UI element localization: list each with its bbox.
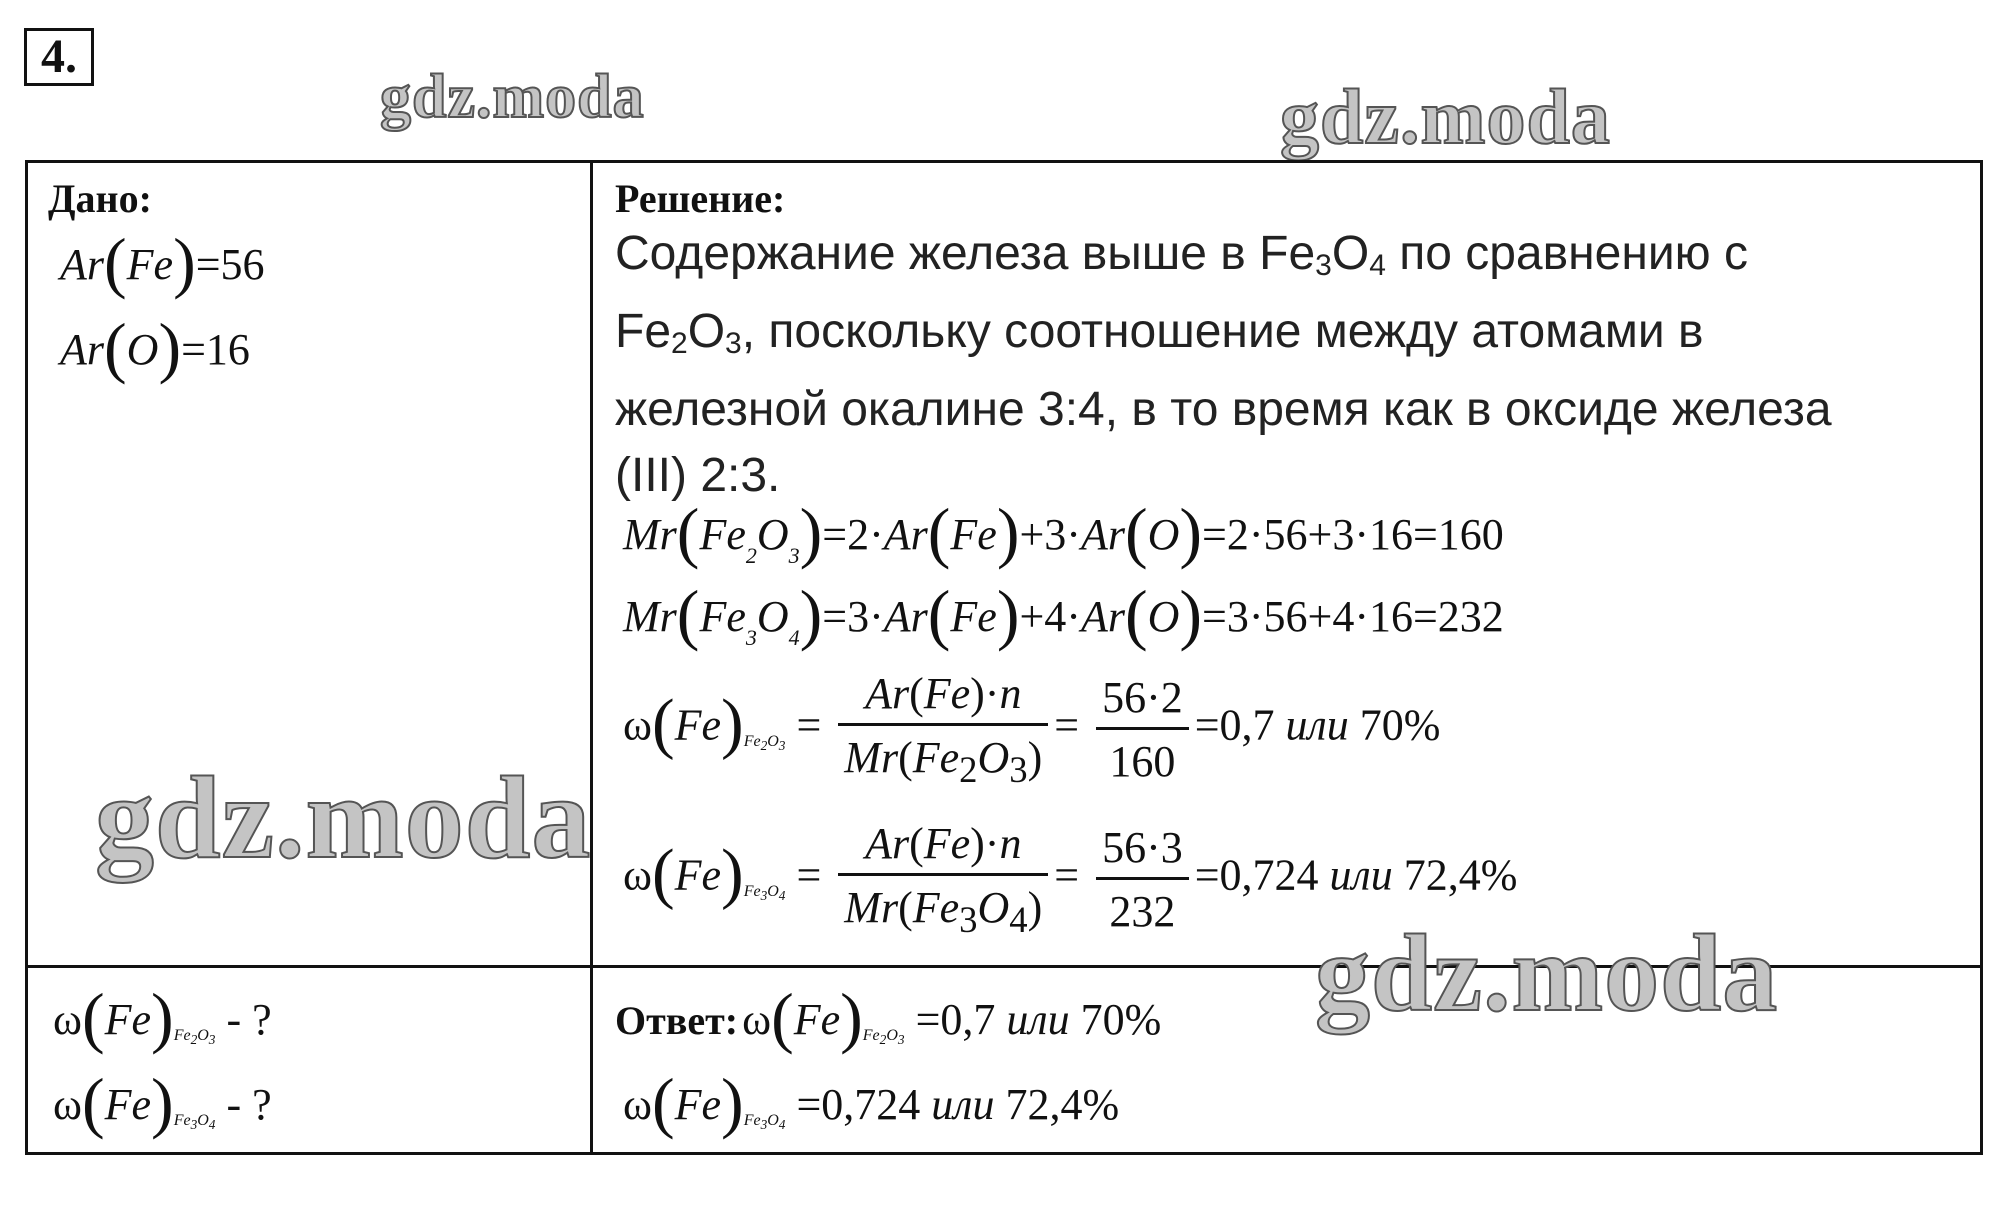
given-line-2: Ar(O)=16 [60, 309, 250, 385]
solution-heading: Решение: [615, 176, 786, 221]
find-line-1: $\omega(Fe)Fe_2O_3$ - ? [53, 979, 272, 1055]
solution-text-line-4: (III) 2:3. [615, 449, 781, 502]
solution-text-line-2: Fe2O3, поскольку соотношение между атомами в [615, 305, 1704, 360]
equation-omega-fe3o4: $\omega(Fe)Fe_3O_4$ = $\frac{Ar(Fe)\cdot n}{Mr(Fe_3O_4)}$ = $\frac{56\cdot 3}{232}$ =0,724 или 72,4% [623, 819, 1518, 940]
solution-text-line-1: Содержание железа выше в Fe3O4 по сравнению с [615, 227, 1748, 282]
solution-cell [592, 162, 1982, 967]
solution-text-line-3: железной окалине 3:4, в то время как в оксиде железа [615, 383, 1832, 436]
find-line-2: $\omega(Fe)Fe_3O_4$ - ? [53, 1064, 272, 1140]
equation-mr-fe2o3: $Mr(Fe_2O_3)=2\cdot Ar(Fe)+3\cdot Ar(O)=2\cdot 56+3\cdot 16=160$ [623, 494, 1504, 570]
find-cell [27, 967, 592, 1154]
answer-line-1: Ответ: $\omega(Fe)Fe_2O_3 =0,7$ или 70% [615, 979, 1162, 1055]
given-heading: Дано: [48, 176, 152, 221]
answer-label: Ответ: [615, 998, 739, 1043]
watermark: gdz.moda [95, 752, 592, 883]
watermark: gdz.moda [1280, 73, 1611, 160]
answer-line-2: $\omega(Fe)Fe_3O_4 =0,724$ или 72,4% [623, 1064, 1120, 1140]
task-number: 4. [24, 28, 94, 86]
watermark: gdz.moda [1315, 912, 1779, 1034]
solution-text [615, 221, 1985, 509]
equation-mr-fe3o4: $Mr(Fe_3O_4)=3\cdot Ar(Fe)+4\cdot Ar(O)=3\cdot 56+4\cdot 16=232$ [623, 576, 1504, 652]
equation-omega-fe2o3: $\omega(Fe)Fe_2O_3$ = $\frac{Ar(Fe)\cdot n}{Mr(Fe_2O_3)}$ = $\frac{56\cdot 2}{160}$ =0,7 или 70% [623, 669, 1441, 790]
watermark: gdz.moda [380, 63, 645, 131]
given-line-1: Ar(Fe)=56 [60, 224, 265, 300]
